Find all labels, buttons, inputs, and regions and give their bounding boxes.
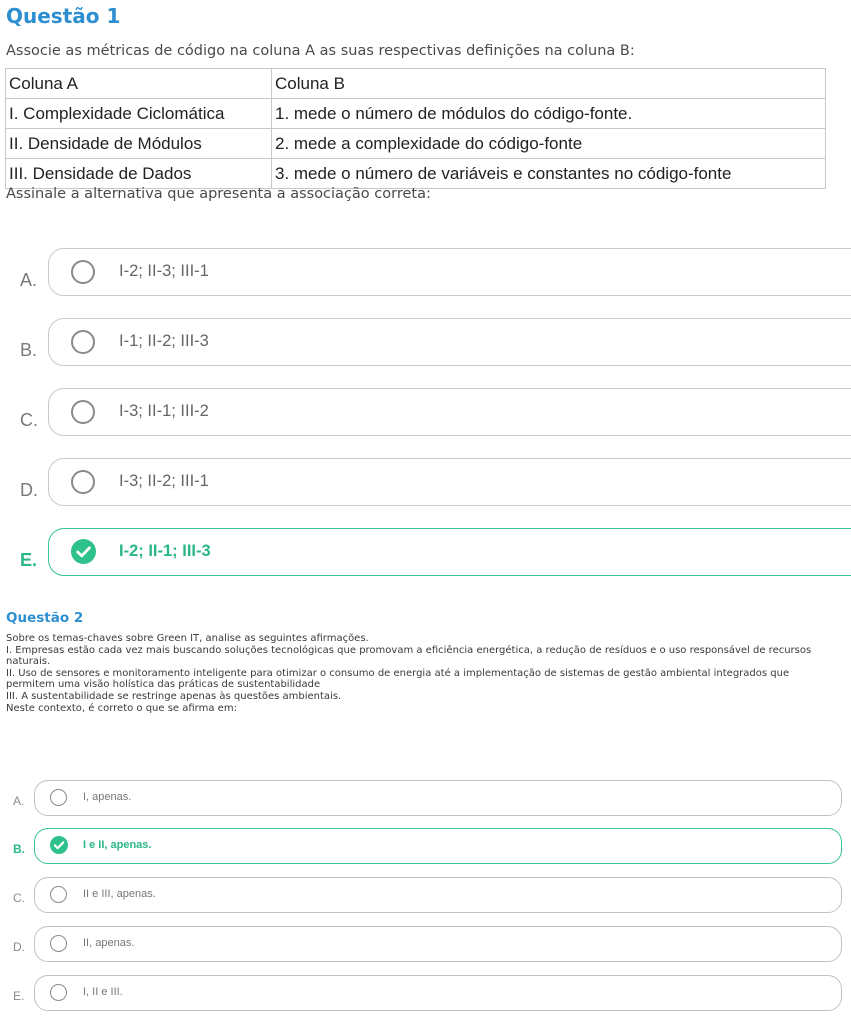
check-circle-icon[interactable]: [50, 836, 68, 854]
radio-empty-icon[interactable]: [71, 260, 95, 284]
q1-option-a[interactable]: [0, 248, 851, 298]
option-text: I-1; II-2; III-3: [119, 332, 209, 350]
table-cell: III. Densidade de Dados: [6, 159, 272, 189]
option-text: I-2; II-1; III-3: [119, 542, 211, 560]
radio-empty-icon[interactable]: [50, 984, 67, 1001]
option-letter: D.: [13, 940, 25, 954]
table-header-row: [6, 69, 826, 99]
option-box[interactable]: [48, 318, 851, 366]
option-text: II, apenas.: [83, 937, 135, 949]
option-letter: C.: [20, 410, 38, 430]
option-text: I-3; II-1; III-2: [119, 402, 209, 420]
q1-option-b[interactable]: [0, 318, 851, 368]
option-text: I, II e III.: [83, 986, 123, 998]
table-cell: 3. mede o número de variáveis e constantes no código-fonte: [272, 159, 826, 189]
radio-empty-icon[interactable]: [71, 330, 95, 354]
option-box[interactable]: [48, 388, 851, 436]
q2-option-e[interactable]: [0, 975, 851, 1011]
option-box[interactable]: [34, 975, 842, 1011]
option-box[interactable]: [34, 877, 842, 913]
option-letter: D.: [20, 480, 38, 500]
question-1-intro: Associe as métricas de código na coluna A as suas respectivas definições na coluna B:: [6, 43, 635, 59]
radio-empty-icon[interactable]: [50, 886, 67, 903]
question-2-statement: [6, 633, 841, 714]
option-box[interactable]: [48, 458, 851, 506]
option-box[interactable]: [34, 926, 842, 962]
statement-line: Neste contexto, é correto o que se afirma em:: [6, 702, 237, 714]
q1-option-d[interactable]: [0, 458, 851, 508]
option-letter: E.: [13, 989, 25, 1003]
radio-empty-icon[interactable]: [71, 470, 95, 494]
check-circle-icon[interactable]: [71, 539, 96, 564]
statement-line: Sobre os temas-chaves sobre Green IT, analise as seguintes afirmações.: [6, 633, 369, 644]
statement-line: II. Uso de sensores e monitoramento inteligente para otimizar o consumo de energia até a implementação de sistemas de gestão ambiental integrados que permitem uma visão holística das práticas de sustentabilidade: [6, 667, 790, 691]
q2-option-b[interactable]: [0, 828, 851, 864]
option-text: I, apenas.: [83, 791, 132, 803]
statement-line: III. A sustentabilidade se restringe apenas às questões ambientais.: [6, 690, 342, 702]
radio-empty-icon[interactable]: [71, 400, 95, 424]
association-table: [5, 68, 826, 189]
table-cell: I. Complexidade Ciclomática: [6, 99, 272, 129]
table-row: [6, 129, 826, 159]
statement-line: I. Empresas estão cada vez mais buscando soluções tecnológicas que promovam a eficiência energética, a redução de resíduos e o uso responsável de recursos naturais.: [6, 644, 812, 668]
radio-empty-icon[interactable]: [50, 789, 67, 806]
option-box[interactable]: [34, 780, 842, 816]
question-2-title: Questão 2: [6, 610, 84, 626]
question-1-title: Questão 1: [6, 4, 121, 28]
q2-option-c[interactable]: [0, 877, 851, 913]
option-box[interactable]: [48, 248, 851, 296]
q2-option-d[interactable]: [0, 926, 851, 962]
table-row: [6, 99, 826, 129]
option-box[interactable]: [34, 828, 842, 864]
table-cell: 1. mede o número de módulos do código-fonte.: [272, 99, 826, 129]
table-row: [6, 159, 826, 189]
option-letter: B.: [13, 842, 25, 856]
table-header-col-a: Coluna A: [6, 69, 272, 99]
option-letter: B.: [20, 340, 38, 360]
option-letter: C.: [13, 891, 25, 905]
option-letter: A.: [13, 794, 25, 808]
q2-option-a[interactable]: [0, 780, 851, 816]
option-text: II e III, apenas.: [83, 888, 156, 900]
question-1-instruction: Assinale a alternativa que apresenta a associação correta:: [6, 186, 431, 202]
option-letter: A.: [20, 270, 38, 290]
option-letter: E.: [20, 550, 38, 570]
q1-option-c[interactable]: [0, 388, 851, 438]
radio-empty-icon[interactable]: [50, 935, 67, 952]
option-text: I-2; II-3; III-1: [119, 262, 209, 280]
q1-option-e[interactable]: [0, 528, 851, 578]
option-text: I e II, apenas.: [83, 839, 152, 851]
table-cell: 2. mede a complexidade do código-fonte: [272, 129, 826, 159]
table-cell: II. Densidade de Módulos: [6, 129, 272, 159]
option-box[interactable]: [48, 528, 851, 576]
option-text: I-3; II-2; III-1: [119, 472, 209, 490]
table-header-col-b: Coluna B: [272, 69, 826, 99]
